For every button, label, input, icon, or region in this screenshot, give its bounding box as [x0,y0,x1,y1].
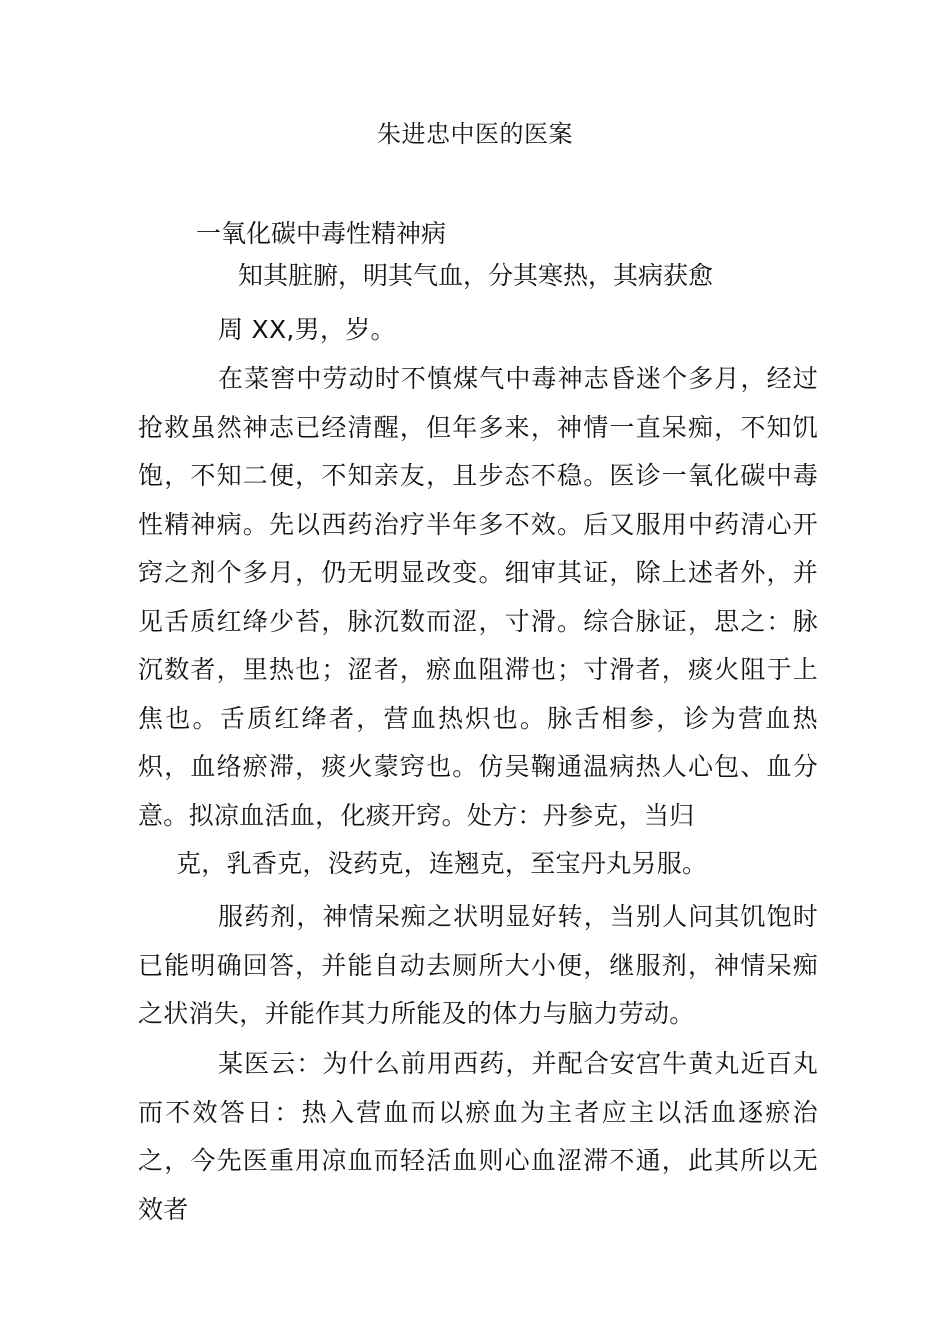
page-title: 朱进忠中医的医案 [377,120,573,148]
case-subheading: 知其脏腑，明其气血，分其寒热，其病获愈 [238,261,714,290]
result-paragraph: 服药剂，神情呆痴之状明显好转，当别人问其饥饱时已能明确回答，并能自动去厕所大小便，继服剂，神情呆痴之状消失，并能作其力所能及的体力与脑力劳动。 [138,902,818,1028]
case-paragraph: 在菜窖中劳动时不慎煤气中毒神志昏迷个多月，经过抢救虽然神志已经清醒，但年多来，神情一直呆痴，不知饥饱，不知二便，不知亲友，且步态不稳。医诊一氧化碳中毒性精神病。先以西药治疗半年多不效。后又服用中药清心开窍之剂个多月，仍无明显改变。细审其证，除上述者外，并见舌质红绛少苔，脉沉数而涩，寸滑。综合脉证，思之：脉沉数者，里热也；涩者，瘀血阻滞也；寸滑者，痰火阻于上焦也。舌质红绛者，营血热炽也。脉舌相参，诊为营血热炽，血络瘀滞，痰火蒙窍也。仿吴鞠通温病热人心包、血分意。拟凉血活血，化痰开窍。处方：丹参克，当归 [138,364,818,830]
discussion-paragraph: 某医云：为什么前用西药，并配合安宫牛黄丸近百丸而不效答日：热入营血而以瘀血为主者应主以活血逐瘀治之，今先医重用凉血而轻活血则心血涩滞不通，此其所以无效者 [138,1049,818,1224]
patient-info: 周 XX,男，岁。 [218,315,396,344]
prescription-line: 克，乳香克，没药克，连翘克，至宝丹丸另服。 [176,849,708,878]
case-heading: 一氧化碳中毒性精神病 [196,219,447,248]
